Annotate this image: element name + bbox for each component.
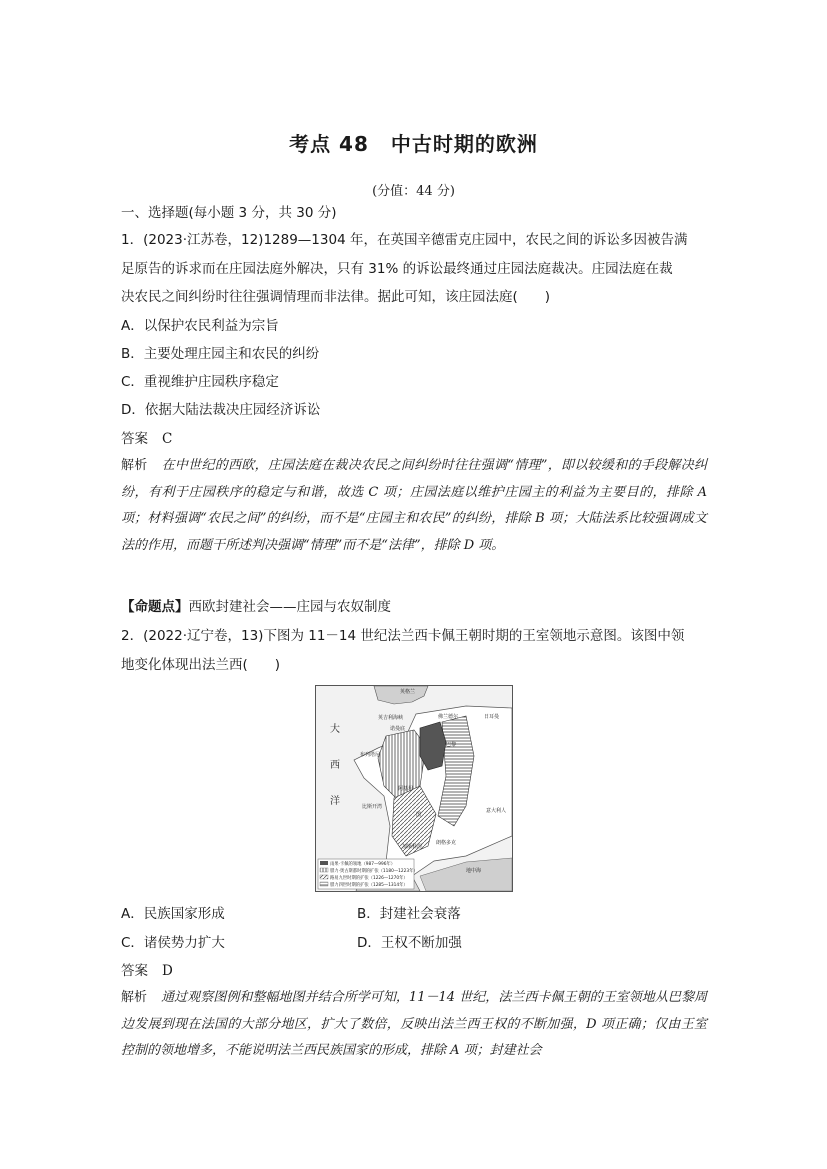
q1-stem-line-3: 决农民之间纠纷时往往强调情理而非法律。据此可知，该庄园法庭( ) [121, 289, 551, 305]
q1-answer-value: C [162, 431, 173, 447]
q1-topic-label: 【命题点】 [121, 599, 189, 615]
q2-analysis-text: 通过观察图例和整幅地图并结合所学可知，11－14 世纪，法兰西卡佩王朝的王室领地从巴黎周边发展到现在法国的大部分地区，扩大了数倍，反映出法兰西王权的不断加强，D 项正确；仅由王室控制的领地增多，不能说明法兰西民族国家的形成，排除 A 项；封建社会 [121, 990, 707, 1058]
q2-option-b: B．封建社会衰落 [357, 906, 461, 922]
q2-stem-line-2: 地变化体现出法兰西( ) [121, 657, 281, 673]
map-label-atlantic-2: 西 [330, 760, 340, 771]
legend-philip-augustus: 腓力·奥古斯都时期的扩张（1180—1223年） [330, 869, 418, 874]
map-label-aquitaine: 阿基坦 [398, 786, 414, 792]
score-note: (分值：44 分) [372, 184, 455, 199]
q1-answer [121, 430, 172, 448]
q1-stem-line-2: 足原告的诉求而在庄园法庭外解决，只有 31% 的诉讼最终通过庄园法庭裁决。庄园法庭在裁 [121, 261, 673, 277]
q2-analysis-label: 解析 [121, 990, 148, 1005]
map-label-england: 英格兰 [400, 689, 416, 695]
legend-philip-iv: 腓力四世时期的扩张（1285—1314年） [330, 883, 408, 888]
map-label-paris: 巴黎 [446, 742, 457, 748]
q2-option-a: A．民族国家形成 [121, 906, 225, 922]
hugh-capet-domain [420, 722, 446, 770]
map-label-languedoc: 朗格多克 [436, 840, 457, 846]
map-label-atlantic-1: 大 [330, 724, 340, 735]
map-label-normandy: 诺曼底 [390, 726, 406, 732]
map-label-channel: 英吉利海峡 [378, 715, 404, 721]
page-title [0, 128, 827, 157]
legend-swatch-hugh-capet [320, 861, 328, 865]
map-svg [316, 686, 512, 891]
q2-answer-value: D [162, 963, 173, 979]
q1-analysis-label: 解析 [121, 458, 148, 473]
q1-option-c: C．重视维护庄园秩序稳定 [121, 374, 279, 390]
title-topic-name: 中古时期的欧洲 [390, 132, 538, 156]
map-label-atlantic-3: 洋 [330, 796, 340, 807]
section-heading: 一、选择题(每小题 3 分，共 30 分) [121, 205, 337, 221]
q1-option-a: A．以保护农民利益为宗旨 [121, 318, 279, 334]
q1-topic [121, 598, 391, 616]
map-label-flanders: 佛兰德尔 [438, 714, 459, 720]
map-label-italians: 意大利人 [486, 808, 507, 814]
q2-stem-line-1: 2．(2022·辽宁卷，13)下图为 11－14 世纪法兰西卡佩王朝时期的王室领地示意图。该图中领 [121, 628, 685, 644]
legend-hugh-capet: 雨果·卡佩的领地（987—996年） [330, 862, 396, 867]
q1-stem-line-1: 1．(2023·江苏卷，12)1289—1304 年，在英国辛德雷克庄园中，农民之间的诉讼多因被告满 [121, 232, 688, 248]
legend-louis-ix: 路易九世时期的扩张（1226—1270年） [330, 876, 408, 881]
legend-swatch-philip-iv [320, 882, 328, 886]
title-topic-number: 考点 48 [289, 132, 369, 156]
map-label-sea: 地中海 [466, 868, 482, 874]
q2-analysis [121, 985, 707, 1065]
q1-analysis-text: 在中世纪的西欧，庄园法庭在裁决农民之间纠纷时往往强调“情理”，即以较缓和的手段解决纠纷，有利于庄园秩序的稳定与和谐，故选 C 项；庄园法庭以维护庄园主的利益为主要目的，排除 A 项；材料强调“农民之间”的纠纷，而不是“庄园主和农民”的纠纷，排除 B 项；大陆法系比较强调成文法的作用，而题干所述判决强调“情理”而不是“法律”，排除 D 项。 [121, 458, 707, 553]
legend-swatch-philip-augustus [320, 868, 328, 872]
q2-option-d: D．王权不断加强 [357, 935, 462, 951]
france-royal-domain-map [315, 685, 513, 892]
map-label-empire: 日耳曼 [484, 714, 500, 720]
map-label-toulouse: 图 [416, 812, 422, 818]
q1-option-b: B．主要处理庄园主和农民的纠纷 [121, 346, 320, 362]
q2-option-c: C．诸侯势力扩大 [121, 935, 225, 951]
map-label-bay: 比斯开湾 [362, 804, 383, 810]
map-label-brittany: 布列塔尼 [360, 752, 381, 758]
map-label-gascony: 加斯科涅 [402, 844, 423, 850]
q1-analysis [121, 453, 707, 559]
q1-option-d: D．依据大陆法裁决庄园经济诉讼 [121, 402, 321, 418]
q1-topic-text: 西欧封建社会——庄园与农奴制度 [188, 599, 391, 615]
q2-answer [121, 962, 173, 980]
q1-answer-label: 答案 [121, 431, 148, 447]
legend-swatch-louis-ix [320, 875, 328, 879]
q2-answer-label: 答案 [121, 963, 148, 979]
